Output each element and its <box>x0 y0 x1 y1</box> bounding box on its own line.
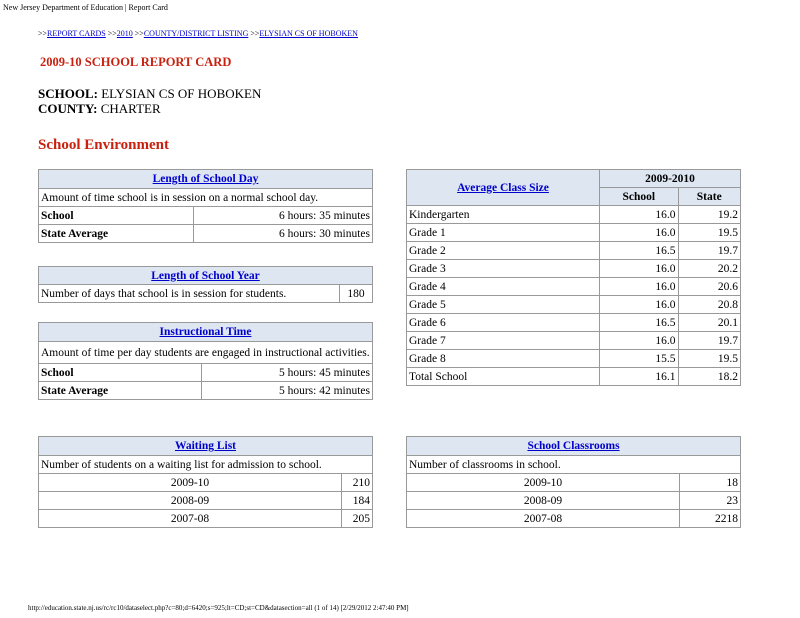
state-value: 19.2 <box>678 206 741 224</box>
page-title: 2009-10 SCHOOL REPORT CARD <box>40 55 232 69</box>
row-label: School <box>39 364 202 382</box>
breadcrumb-link-report-cards[interactable]: REPORT CARDS <box>47 29 106 38</box>
average-class-size-table <box>406 169 741 386</box>
school-name: ELYSIAN CS OF HOBOKEN <box>97 86 262 101</box>
row-value: 6 hours: 30 minutes <box>194 225 373 243</box>
table-row <box>39 492 373 510</box>
table-description: Number of students on a waiting list for admission to school. <box>39 456 373 474</box>
class-size-year-header: 2009-2010 <box>600 170 741 188</box>
school-value: 16.5 <box>600 314 679 332</box>
school-value: 16.0 <box>600 278 679 296</box>
state-value: 20.1 <box>678 314 741 332</box>
county-line <box>38 101 261 116</box>
grade-label: Grade 8 <box>407 350 600 368</box>
value-cell: 210 <box>342 474 373 492</box>
instructional-time-table <box>38 322 373 400</box>
state-value: 20.2 <box>678 260 741 278</box>
grade-label: Grade 5 <box>407 296 600 314</box>
breadcrumb-separator: >> <box>132 29 144 38</box>
table-description: Number of classrooms in school. <box>407 456 741 474</box>
length-of-school-year-table <box>38 266 373 303</box>
table-row <box>407 332 741 350</box>
breadcrumb-link-year[interactable]: 2010 <box>116 29 133 38</box>
table-row <box>407 242 741 260</box>
length-of-school-day-table <box>38 169 373 243</box>
grade-label: Grade 6 <box>407 314 600 332</box>
year-cell: 2008-09 <box>407 492 680 510</box>
table-row <box>407 474 741 492</box>
browser-page-header: New Jersey Department of Education | Report Card <box>3 3 168 12</box>
value-cell: 184 <box>342 492 373 510</box>
school-classrooms-table <box>406 436 741 528</box>
year-cell: 2008-09 <box>39 492 342 510</box>
year-cell: 2007-08 <box>39 510 342 528</box>
table-row <box>407 278 741 296</box>
school-year-days: 180 <box>340 285 373 303</box>
breadcrumb-link-county-district[interactable]: COUNTY/DISTRICT LISTING <box>143 29 249 38</box>
waiting-list-link[interactable]: Waiting List <box>174 440 237 452</box>
breadcrumb-separator: >> <box>105 29 117 38</box>
table-row <box>407 350 741 368</box>
school-value: 16.0 <box>600 206 679 224</box>
year-cell: 2009-10 <box>407 474 680 492</box>
school-label: SCHOOL: <box>38 86 98 101</box>
breadcrumb <box>38 29 358 38</box>
state-value: 20.6 <box>678 278 741 296</box>
county-label: COUNTY: <box>38 101 98 116</box>
average-class-size-link[interactable]: Average Class Size <box>457 181 549 194</box>
row-label: State Average <box>39 382 202 400</box>
state-value: 19.5 <box>678 224 741 242</box>
grade-label: Kindergarten <box>407 206 600 224</box>
school-classrooms-link[interactable]: School Classrooms <box>527 440 620 452</box>
waiting-list-table <box>38 436 373 528</box>
table-row <box>407 314 741 332</box>
table-row <box>407 510 741 528</box>
state-value: 19.7 <box>678 242 741 260</box>
state-value: 19.7 <box>678 332 741 350</box>
row-value: 6 hours: 35 minutes <box>194 207 373 225</box>
grade-label: Grade 3 <box>407 260 600 278</box>
school-value: 16.0 <box>600 224 679 242</box>
grade-label: Grade 4 <box>407 278 600 296</box>
school-value: 15.5 <box>600 350 679 368</box>
length-of-school-year-link[interactable]: Length of School Year <box>151 269 260 282</box>
table-description: Amount of time per day students are engaged in instructional activities. <box>39 342 373 364</box>
page-footer-url: http://education.state.nj.us/rc/rc10/dataselect.php?c=80;d=6420;s=925;lt=CD;st=CD&datasection=all (1 of 14) [2/29/2012 2:47:40 PM] <box>28 604 409 612</box>
section-title: School Environment <box>38 137 169 153</box>
row-label: School <box>39 207 194 225</box>
column-header-state: State <box>678 188 741 206</box>
school-info <box>38 86 261 116</box>
state-value: 19.5 <box>678 350 741 368</box>
table-row <box>407 260 741 278</box>
grade-label: Grade 1 <box>407 224 600 242</box>
table-row <box>39 474 373 492</box>
breadcrumb-separator: >> <box>38 29 48 38</box>
year-cell: 2007-08 <box>407 510 680 528</box>
instructional-time-link[interactable]: Instructional Time <box>159 326 252 338</box>
state-value: 20.8 <box>678 296 741 314</box>
grade-label: Total School <box>407 368 600 386</box>
column-header-school: School <box>600 188 679 206</box>
table-description: Amount of time school is in session on a normal school day. <box>39 189 373 207</box>
table-row <box>407 224 741 242</box>
breadcrumb-link-school[interactable]: ELYSIAN CS OF HOBOKEN <box>259 29 358 38</box>
value-cell: 18 <box>680 474 741 492</box>
breadcrumb-separator: >> <box>248 29 260 38</box>
school-value: 16.0 <box>600 260 679 278</box>
table-row <box>407 492 741 510</box>
table-row <box>407 296 741 314</box>
row-value: 5 hours: 45 minutes <box>202 364 373 382</box>
value-cell: 205 <box>342 510 373 528</box>
school-value: 16.0 <box>600 332 679 350</box>
table-description: Number of days that school is in session for students. <box>39 285 340 303</box>
table-row <box>407 368 741 386</box>
value-cell: 2218 <box>680 510 741 528</box>
county-name: CHARTER <box>97 101 161 116</box>
school-value: 16.1 <box>600 368 679 386</box>
school-line <box>38 86 261 101</box>
row-value: 5 hours: 42 minutes <box>202 382 373 400</box>
row-label: State Average <box>39 225 194 243</box>
school-value: 16.0 <box>600 296 679 314</box>
table-row <box>407 206 741 224</box>
state-value: 18.2 <box>678 368 741 386</box>
grade-label: Grade 7 <box>407 332 600 350</box>
value-cell: 23 <box>680 492 741 510</box>
length-of-school-day-link[interactable]: Length of School Day <box>152 173 259 185</box>
year-cell: 2009-10 <box>39 474 342 492</box>
grade-label: Grade 2 <box>407 242 600 260</box>
school-value: 16.5 <box>600 242 679 260</box>
table-row <box>39 510 373 528</box>
